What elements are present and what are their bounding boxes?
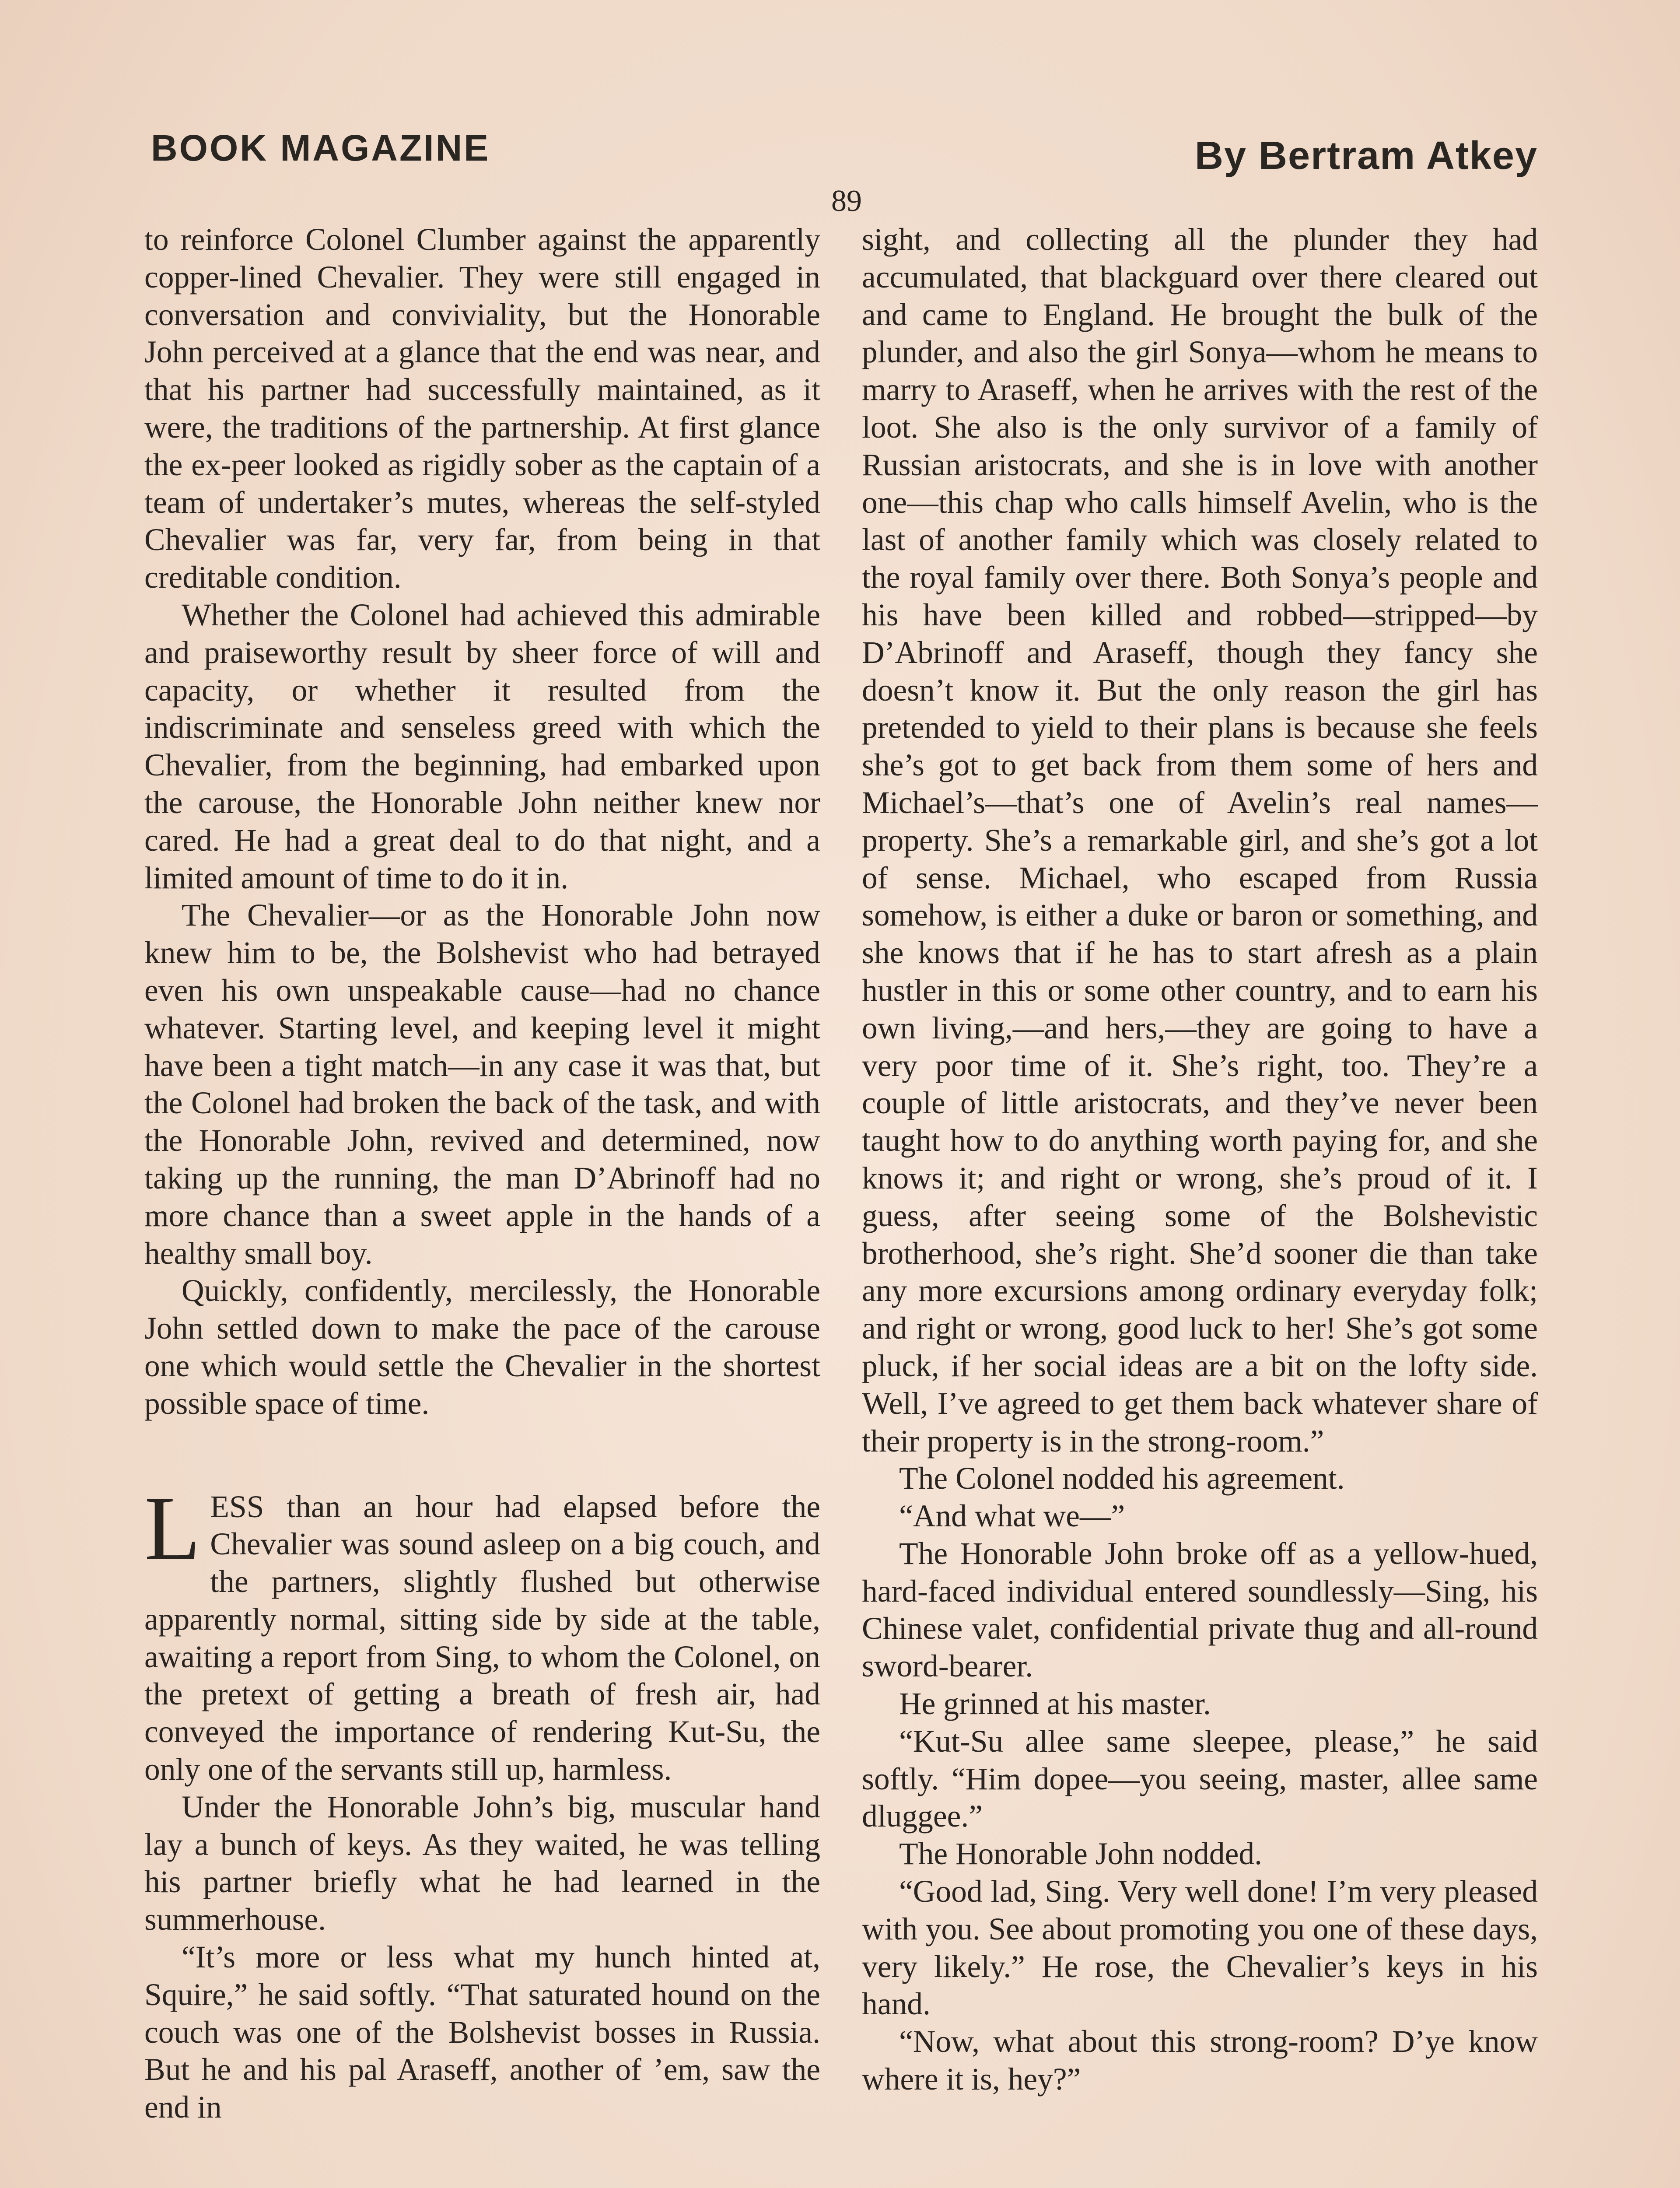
paragraph: Quickly, confidently, mercilessly, the Honorable John settled down to make the pace of the carouse one which would settle the Chevalier in the shortest possible space of time.: [144, 1273, 820, 1421]
drop-cap: L: [144, 1477, 201, 1579]
running-head-magazine: BOOK MAGAZINE: [151, 127, 490, 168]
page-number: 89: [831, 184, 862, 218]
paragraph-with-dropcap: [144, 1477, 820, 1788]
paragraph: sight, and collecting all the plunder they had accumulated, that blackguard over there cleared out and came to England. He brought the bulk of the plunder, and also the girl Sonya—whom he means to marry to Araseff, when he arrives with the rest of the loot. She also is the only survivor of a family of Russian aristocrats, and she is in love with another one—this chap who calls himself Avelin, who is the last of another family which was closely related to the royal family over there. Both Sonya’s people and his have been killed and robbed—stripped—by D’Abrinoff and Araseff, though they fancy she doesn’t know it. But the only reason the girl has pretended to yield to their plans is because she feels she’s got to get back from them some of hers and Michael’s—that’s one of Avelin’s real names—property. She’s a remarkable girl, and she’s got a lot of sense. Michael, who escaped from Russia somehow, is either a duke or baron or something, and she knows that if he has to start afresh as a plain hustler in this or some other country, and to earn his own living,—and hers,—they are going to have a very poor time of it. She’s right, too. They’re a couple of little aristocrats, and they’ve never been taught how to do anything worth paying for, and she knows it; and right or wrong, she’s proud of it. I guess, after seeing some of the Bolshevistic brotherhood, she’s right. She’d sooner die than take any more excursions among ordinary everyday folk; and right or wrong, good luck to her! She’s got some pluck, if her social ideas are a bit on the lofty side. Well, I’ve agreed to get them back whatever share of their property is in the strong-room.”: [862, 222, 1538, 1459]
running-head-author: By Bertram Atkey: [1195, 134, 1538, 178]
paragraph-text: ESS than an hour had elapsed before the Chevalier was sound asleep on a big couch, and the partners, slightly flushed but otherwise apparently normal, sitting side by side at the table, awaiting a report from Sing, to whom the Colonel, on the pretext of getting a breath of fresh air, had conveyed the importance of rendering Kut-Su, the only one of the servants still up, harmless.: [144, 1489, 820, 1787]
paragraph: The Honorable John broke off as a yellow-hued, hard-faced individual entered soundlessly—Sing, his Chinese valet, confidential private thug and all-round sword-bearer.: [862, 1536, 1538, 1684]
paragraph: He grinned at his master.: [899, 1687, 1211, 1722]
paragraph: The Colonel nodded his agreement.: [899, 1461, 1345, 1496]
paragraph: Whether the Colonel had achieved this admirable and praiseworthy result by sheer force of will and capacity, or whether it resulted from the indiscriminate and senseless greed with which the Chevalier, from the beginning, had embarked upon the carouse, the Honorable John neither knew nor cared. He had a great deal to do that night, and a limited amount of time to do it in.: [144, 597, 820, 895]
paragraph: Under the Honorable John’s big, muscular hand lay a bunch of keys. As they waited, he was telling his partner briefly what he had learned in the summerhouse.: [144, 1789, 820, 1937]
right-column: [862, 221, 1538, 2098]
paragraph: “It’s more or less what my hunch hinted at, Squire,” he said softly. “That saturated hound on the couch was one of the Bolshevist bosses in Russia. But he and his pal Araseff, another of ’em, saw the end in: [144, 1940, 820, 2125]
paragraph: The Honorable John nodded.: [899, 1837, 1263, 1872]
paragraph: “And what we—”: [899, 1499, 1125, 1534]
paragraph: to reinforce Colonel Clumber against the apparently copper-lined Chevalier. They were still engaged in conversation and conviviality, but the Honorable John perceived at a glance that the end was near, and that his partner had successfully maintained, as it were, the traditions of the partnership. At first glance the ex-peer looked as rigidly sober as the captain of a team of undertaker’s mutes, whereas the self-styled Chevalier was far, very far, from being in that creditable condition.: [144, 222, 820, 595]
paragraph: “Kut-Su allee same sleepee, please,” he said softly. “Him dopee—you seeing, master, allee same dluggee.”: [862, 1724, 1538, 1834]
left-column: [144, 221, 820, 2126]
paragraph: “Good lad, Sing. Very well done! I’m very pleased with you. See about promoting you one of these days, very likely.” He rose, the Chevalier’s keys in his hand.: [862, 1874, 1538, 2022]
section-break: [144, 1423, 820, 1488]
paragraph: “Now, what about this strong-room? D’ye know where it is, hey?”: [862, 2024, 1538, 2097]
paragraph: The Chevalier—or as the Honorable John now knew him to be, the Bolshevist who had betrayed even his own unspeakable cause—had no chance whatever. Starting level, and keeping level it might have been a tight match—in any case it was that, but the Colonel had broken the back of the task, and with the Honorable John, revived and determined, now taking up the running, the man D’Abrinoff had no more chance than a sweet apple in the hands of a healthy small boy.: [144, 898, 820, 1271]
